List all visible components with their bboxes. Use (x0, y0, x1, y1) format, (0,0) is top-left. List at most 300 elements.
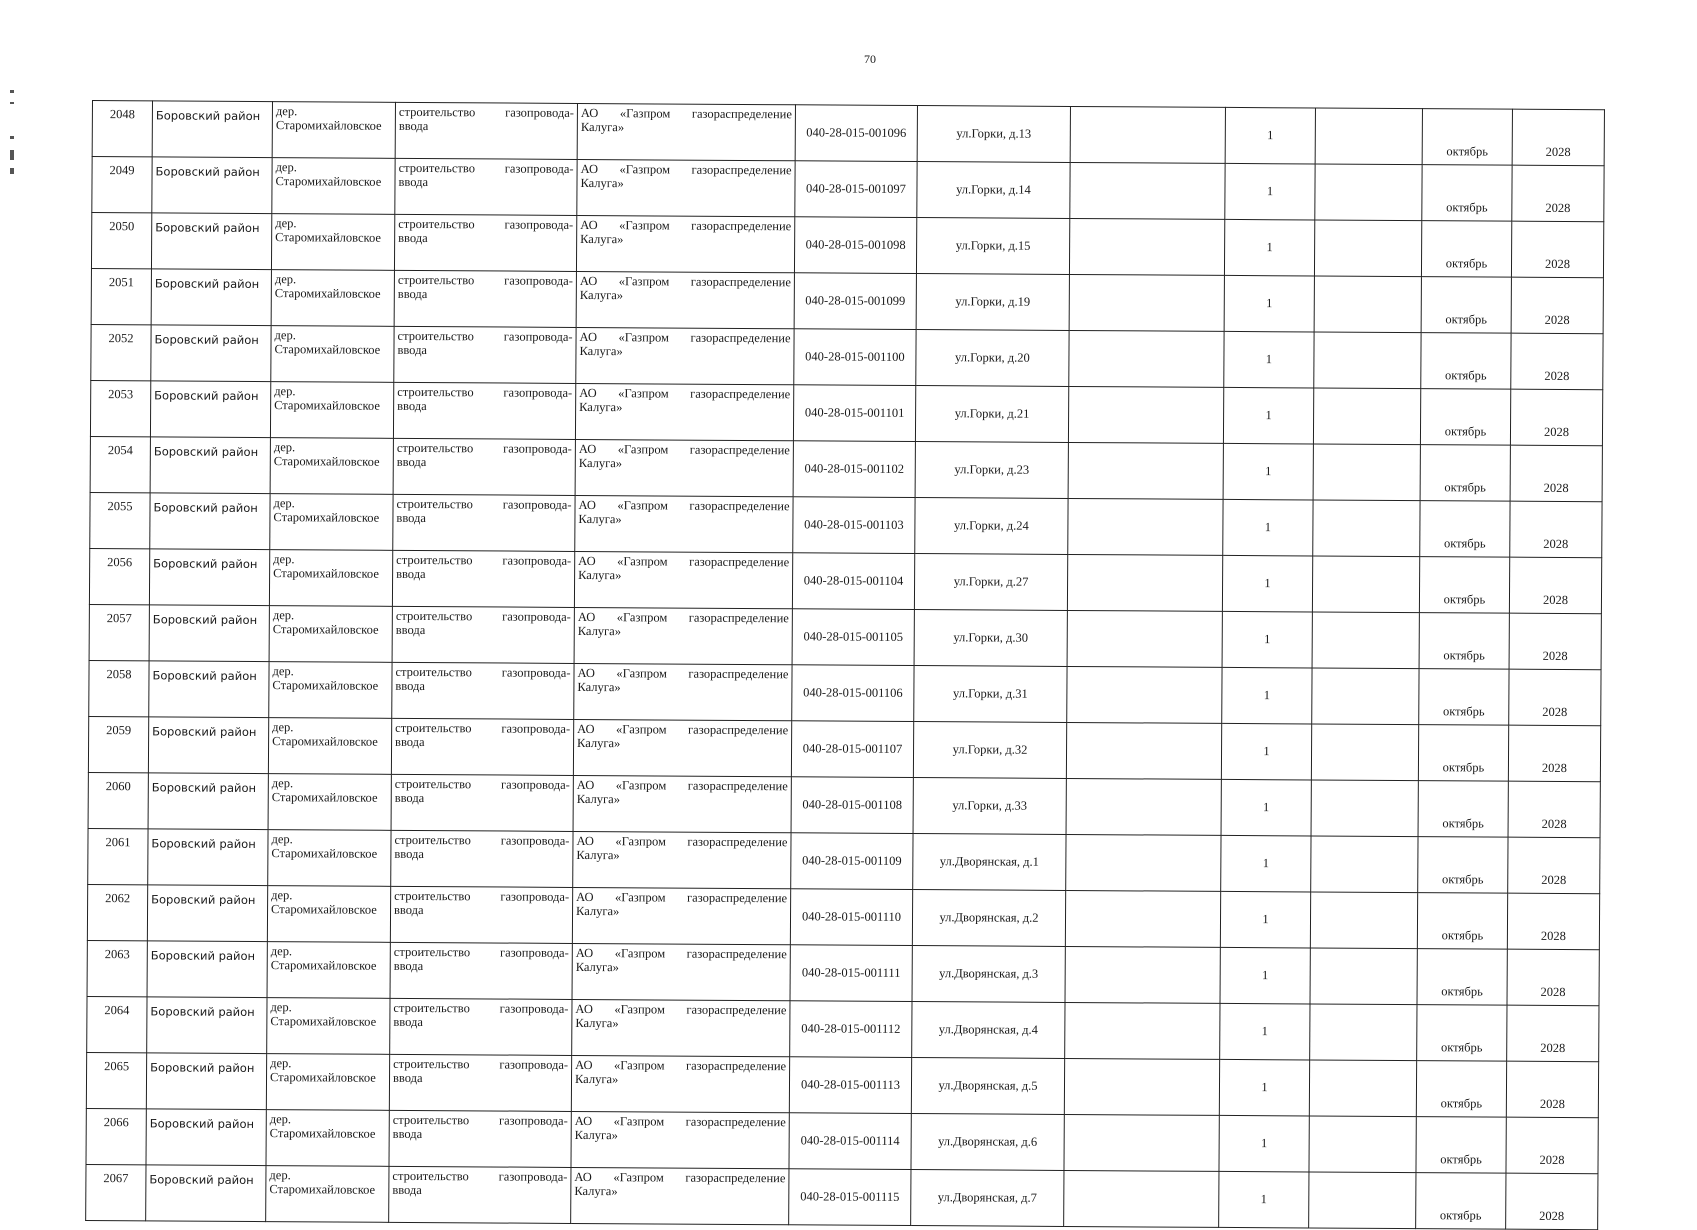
organization-cell (575, 383, 793, 440)
month-cell: октябрь (1417, 949, 1507, 1006)
table-row (88, 716, 1600, 781)
row-number-cell: 2059 (88, 716, 148, 772)
settlement-prefix: дер. (270, 1000, 292, 1015)
work-type-line2: ввода (394, 847, 424, 862)
organization-cell (576, 215, 794, 272)
month-cell: октябрь (1422, 109, 1512, 166)
organization-line1: АО «Газпром газораспределение (575, 945, 787, 962)
work-type-cell (392, 550, 574, 607)
organization-line2: Калуга» (577, 736, 621, 751)
empty-cell (1311, 780, 1418, 837)
work-type-line1: строительство газопровода- (395, 608, 571, 624)
work-type-line2: ввода (397, 399, 427, 414)
settlement-cell (268, 830, 391, 887)
work-type-cell (390, 998, 572, 1055)
empty-cell (1315, 108, 1422, 165)
month-cell: октябрь (1418, 781, 1508, 838)
organization-line1: АО «Газпром газораспределение (576, 889, 788, 906)
month-cell: октябрь (1420, 501, 1510, 558)
row-number-cell: 2053 (90, 380, 150, 436)
empty-cell (1070, 162, 1225, 219)
month-cell: октябрь (1419, 613, 1509, 670)
address-cell: ул.Горки, д.32 (913, 722, 1066, 779)
work-type-line2: ввода (394, 903, 424, 918)
settlement-cell (272, 158, 395, 215)
work-type-cell (394, 326, 576, 383)
table-row (87, 996, 1599, 1061)
settlement-prefix: дер. (270, 944, 293, 959)
settlement-name: Старомихайловское (272, 734, 378, 750)
organization-line2: Калуга» (580, 120, 625, 135)
work-type-cell (393, 438, 575, 495)
organization-line2: Калуга» (579, 344, 623, 359)
empty-cell (1311, 836, 1418, 893)
month-cell: октябрь (1421, 221, 1511, 278)
organization-line2: Калуга» (579, 288, 624, 303)
work-type-line2: ввода (395, 623, 426, 638)
organization-line1: АО «Газпром газораспределение (577, 721, 789, 738)
year-cell: 2028 (1510, 445, 1602, 502)
empty-cell (1067, 666, 1222, 723)
district-cell: Боровский район (150, 493, 270, 550)
object-code-cell: 040-28-015-001112 (790, 1001, 912, 1058)
year-cell: 2028 (1506, 1061, 1598, 1118)
organization-cell (572, 943, 790, 1000)
empty-cell (1067, 610, 1222, 667)
settlement-name: Старомихайловское (274, 398, 380, 414)
settlement-prefix: дер. (274, 272, 297, 287)
settlement-cell (268, 718, 391, 775)
empty-cell (1313, 444, 1420, 501)
work-type-line1: строительство газопровода- (397, 328, 573, 344)
work-type-line2: ввода (396, 511, 427, 526)
empty-cell (1066, 778, 1221, 835)
empty-cell (1312, 668, 1419, 725)
work-type-cell (392, 606, 574, 663)
object-code-cell: 040-28-015-001115 (789, 1169, 911, 1226)
organization-line2: Калуга» (576, 792, 621, 807)
organization-line1: АО «Газпром газораспределение (574, 1169, 786, 1186)
quantity-cell: 1 (1225, 107, 1315, 164)
empty-cell (1068, 498, 1223, 555)
address-cell: ул.Горки, д.13 (917, 106, 1070, 163)
work-type-line2: ввода (392, 1071, 423, 1086)
settlement-prefix: дер. (272, 664, 294, 679)
organization-line2: Калуга» (580, 232, 624, 247)
district-cell: Боровский район (147, 941, 267, 998)
object-code-cell: 040-28-015-001106 (792, 665, 914, 722)
quantity-cell: 1 (1224, 331, 1314, 388)
work-type-cell (390, 886, 572, 943)
district-cell: Боровский район (146, 1053, 266, 1110)
district-cell: Боровский район (150, 381, 270, 438)
settlement-cell (266, 1054, 389, 1111)
table-row (92, 157, 1604, 222)
empty-cell (1068, 442, 1223, 499)
settlement-cell (269, 606, 392, 663)
settlement-name: Старомихайловское (273, 566, 379, 582)
row-number-cell: 2064 (87, 996, 147, 1052)
work-type-line2: ввода (398, 231, 428, 246)
work-type-line2: ввода (392, 1127, 423, 1142)
work-type-cell (391, 718, 573, 775)
month-cell: октябрь (1418, 837, 1508, 894)
settlement-cell (267, 998, 390, 1055)
district-cell: Боровский район (151, 213, 271, 270)
object-code-cell: 040-28-015-001114 (789, 1113, 911, 1170)
quantity-cell: 1 (1223, 387, 1313, 444)
work-type-line1: строительство газопровода- (395, 664, 571, 680)
settlement-prefix: дер. (274, 384, 296, 399)
settlement-name: Старомихайловское (275, 118, 382, 134)
table-row (91, 324, 1603, 389)
empty-cell (1070, 106, 1225, 163)
address-cell: ул.Горки, д.30 (914, 610, 1067, 667)
organization-cell (573, 775, 791, 832)
work-type-line2: ввода (392, 1183, 422, 1198)
district-cell: Боровский район (146, 1165, 266, 1222)
organization-line1: АО «Газпром газораспределение (579, 273, 791, 290)
empty-cell (1066, 722, 1221, 779)
object-code-cell: 040-28-015-001099 (794, 273, 916, 330)
empty-cell (1069, 218, 1224, 275)
table-row (90, 380, 1602, 445)
settlement-cell (270, 494, 393, 551)
work-type-line2: ввода (396, 455, 427, 470)
work-type-cell (394, 214, 576, 271)
quantity-cell: 1 (1219, 1171, 1309, 1228)
address-cell: ул.Горки, д.15 (916, 218, 1069, 275)
table-row (90, 436, 1602, 501)
organization-cell (575, 495, 793, 552)
address-cell: ул.Горки, д.31 (914, 666, 1067, 723)
object-code-cell: 040-28-015-001105 (792, 609, 914, 666)
organization-cell (573, 831, 791, 888)
work-type-cell (395, 158, 577, 215)
organization-line1: АО «Газпром газораспределение (576, 777, 788, 794)
district-cell: Боровский район (150, 437, 270, 494)
month-cell: октябрь (1421, 277, 1511, 334)
work-type-line1: строительство газопровода- (392, 1112, 568, 1128)
year-cell: 2028 (1508, 725, 1600, 782)
year-cell: 2028 (1512, 165, 1604, 222)
month-cell: октябрь (1419, 669, 1509, 726)
quantity-cell: 1 (1225, 163, 1315, 220)
address-cell: ул.Горки, д.27 (914, 554, 1067, 611)
organization-line1: АО «Газпром газораспределение (579, 385, 791, 402)
work-type-line2: ввода (394, 791, 425, 806)
quantity-cell: 1 (1221, 723, 1311, 780)
settlement-name: Старомихайловское (275, 174, 382, 190)
work-type-line1: строительство газопровода- (398, 104, 574, 120)
settlement-prefix: дер. (273, 440, 296, 455)
organization-line1: АО «Газпром газораспределение (576, 833, 788, 850)
empty-cell (1313, 500, 1420, 557)
settlement-prefix: дер. (274, 328, 296, 343)
month-cell: октябрь (1422, 165, 1512, 222)
settlement-prefix: дер. (271, 888, 293, 903)
row-number-cell: 2066 (86, 1108, 146, 1164)
empty-cell (1069, 330, 1224, 387)
settlement-cell (266, 1166, 389, 1223)
organization-cell (574, 663, 792, 720)
address-cell: ул.Горки, д.33 (913, 778, 1066, 835)
work-type-cell (393, 494, 575, 551)
settlement-cell (270, 438, 393, 495)
organization-line1: АО «Газпром газораспределение (580, 217, 792, 234)
month-cell: октябрь (1418, 725, 1508, 782)
work-type-line1: строительство газопровода- (393, 944, 569, 960)
table-row (89, 660, 1601, 725)
organization-cell (571, 1111, 789, 1168)
empty-cell (1314, 332, 1421, 389)
work-type-line1: строительство газопровода- (396, 440, 572, 456)
organization-cell (576, 327, 794, 384)
district-cell: Боровский район (148, 829, 268, 886)
empty-cell (1311, 724, 1418, 781)
organization-line1: АО «Газпром газораспределение (578, 497, 790, 514)
settlement-cell (269, 550, 392, 607)
row-number-cell: 2060 (88, 772, 148, 828)
year-cell: 2028 (1511, 333, 1603, 390)
address-cell: ул.Дворянская, д.3 (912, 946, 1065, 1003)
settlement-cell (268, 774, 391, 831)
row-number-cell: 2056 (89, 548, 149, 604)
object-code-cell: 040-28-015-001101 (793, 385, 915, 442)
month-cell: октябрь (1419, 557, 1509, 614)
district-cell: Боровский район (149, 605, 269, 662)
quantity-cell: 1 (1224, 219, 1314, 276)
year-cell: 2028 (1509, 557, 1601, 614)
empty-cell (1064, 1114, 1219, 1171)
organization-line2: Калуга» (580, 176, 624, 191)
work-type-cell (389, 1166, 571, 1223)
organization-line2: Калуга» (576, 848, 620, 863)
address-cell: ул.Горки, д.23 (915, 442, 1068, 499)
row-number-cell: 2055 (90, 492, 150, 548)
year-cell: 2028 (1510, 389, 1602, 446)
organization-cell (576, 271, 794, 328)
settlement-prefix: дер. (273, 552, 295, 567)
row-number-cell: 2063 (87, 940, 147, 996)
settlement-prefix: дер. (271, 776, 294, 791)
empty-cell (1066, 834, 1221, 891)
quantity-cell: 1 (1222, 667, 1312, 724)
month-cell: октябрь (1416, 1173, 1506, 1230)
table-row (87, 940, 1599, 1005)
object-code-cell: 040-28-015-001098 (794, 217, 916, 274)
organization-line2: Калуга» (578, 512, 622, 527)
object-code-cell: 040-28-015-001104 (792, 553, 914, 610)
row-number-cell: 2057 (89, 604, 149, 660)
work-type-line1: строительство газопровода- (394, 776, 570, 792)
empty-cell (1309, 1060, 1416, 1117)
work-type-line1: строительство газопровода- (394, 832, 570, 848)
organization-line2: Калуга» (575, 1016, 619, 1031)
object-code-cell: 040-28-015-001103 (793, 497, 915, 554)
settlement-name: Старомихайловское (271, 846, 378, 862)
organization-line1: АО «Газпром газораспределение (575, 1001, 787, 1018)
table-row (89, 604, 1601, 669)
empty-cell (1065, 1002, 1220, 1059)
table-row (88, 772, 1600, 837)
district-cell: Боровский район (151, 325, 271, 382)
work-type-line1: строительство газопровода- (396, 552, 572, 568)
empty-cell (1068, 386, 1223, 443)
organization-cell (572, 999, 790, 1056)
organization-cell (574, 551, 792, 608)
quantity-cell: 1 (1222, 611, 1312, 668)
district-cell: Боровский район (147, 997, 267, 1054)
empty-cell (1064, 1170, 1219, 1227)
object-code-cell: 040-28-015-001102 (793, 441, 915, 498)
district-cell: Боровский район (146, 1109, 266, 1166)
quantity-cell: 1 (1220, 1003, 1310, 1060)
quantity-cell: 1 (1220, 947, 1310, 1004)
quantity-cell: 1 (1223, 499, 1313, 556)
work-type-cell (395, 102, 577, 159)
year-cell: 2028 (1507, 893, 1599, 950)
organization-cell (574, 607, 792, 664)
settlement-name: Старомихайловское (271, 790, 378, 806)
empty-cell (1312, 612, 1419, 669)
table-row (86, 1108, 1598, 1173)
work-type-line2: ввода (398, 175, 429, 190)
work-type-line2: ввода (393, 959, 424, 974)
organization-cell (571, 1055, 789, 1112)
empty-cell (1065, 946, 1220, 1003)
quantity-cell: 1 (1222, 555, 1312, 612)
table-row (88, 828, 1600, 893)
organization-cell (573, 719, 791, 776)
district-cell: Боровский район (148, 773, 268, 830)
organization-line2: Калуга» (574, 1072, 619, 1087)
table-row (91, 213, 1603, 278)
address-cell: ул.Горки, д.14 (917, 162, 1070, 219)
work-type-cell (394, 270, 576, 327)
quantity-cell: 1 (1219, 1059, 1309, 1116)
object-code-cell: 040-28-015-001108 (791, 777, 913, 834)
settlement-prefix: дер. (275, 160, 297, 175)
gas-connection-table (85, 100, 1605, 1230)
month-cell: октябрь (1420, 445, 1510, 502)
work-type-line1: строительство газопровода- (394, 888, 570, 904)
settlement-name: Старомихайловское (269, 1070, 376, 1086)
settlement-prefix: дер. (272, 720, 294, 735)
year-cell: 2028 (1506, 1117, 1598, 1174)
row-number-cell: 2058 (89, 660, 149, 716)
settlement-cell (269, 662, 392, 719)
address-cell: ул.Дворянская, д.1 (913, 834, 1066, 891)
settlement-cell (270, 382, 393, 439)
table-row (86, 1164, 1598, 1229)
settlement-prefix: дер. (275, 104, 298, 119)
settlement-name: Старомихайловское (270, 1014, 377, 1030)
row-number-cell: 2061 (88, 828, 148, 884)
organization-line2: Калуга» (576, 904, 620, 919)
work-type-line1: строительство газопровода- (398, 160, 574, 176)
settlement-prefix: дер. (269, 1168, 291, 1183)
settlement-prefix: дер. (271, 832, 293, 847)
object-code-cell: 040-28-015-001097 (795, 161, 917, 218)
organization-cell (577, 103, 795, 160)
object-code-cell: 040-28-015-001107 (791, 721, 913, 778)
settlement-cell (271, 270, 394, 327)
address-cell: ул.Дворянская, д.4 (912, 1002, 1065, 1059)
work-type-cell (389, 1110, 571, 1167)
settlement-cell (266, 1110, 389, 1167)
object-code-cell: 040-28-015-001110 (790, 889, 912, 946)
organization-line2: Калуга» (578, 568, 622, 583)
address-cell: ул.Дворянская, д.7 (911, 1170, 1064, 1227)
settlement-name: Старомихайловское (272, 622, 379, 638)
month-cell: октябрь (1417, 893, 1507, 950)
district-cell: Боровский район (149, 661, 269, 718)
row-number-cell: 2048 (92, 101, 152, 157)
empty-cell (1314, 220, 1421, 277)
object-code-cell: 040-28-015-001096 (795, 105, 917, 162)
quantity-cell: 1 (1221, 779, 1311, 836)
address-cell: ул.Горки, д.24 (915, 498, 1068, 555)
month-cell: октябрь (1421, 333, 1511, 390)
empty-cell (1310, 892, 1417, 949)
month-cell: октябрь (1416, 1117, 1506, 1174)
work-type-line1: строительство газопровода- (393, 1056, 569, 1072)
organization-line2: Калуга» (574, 1184, 618, 1199)
row-number-cell: 2049 (92, 157, 152, 213)
work-type-line1: строительство газопровода- (392, 1168, 568, 1184)
empty-cell (1312, 556, 1419, 613)
empty-cell (1315, 164, 1422, 221)
year-cell: 2028 (1509, 669, 1601, 726)
work-type-line2: ввода (395, 735, 425, 750)
work-type-line2: ввода (397, 287, 428, 302)
settlement-prefix: дер. (272, 608, 295, 623)
district-cell: Боровский район (149, 549, 269, 606)
district-cell: Боровский район (152, 157, 272, 214)
year-cell: 2028 (1507, 949, 1599, 1006)
year-cell: 2028 (1510, 501, 1602, 558)
work-type-line2: ввода (396, 567, 426, 582)
work-type-cell (390, 942, 572, 999)
district-cell: Боровский район (152, 101, 272, 158)
year-cell: 2028 (1508, 781, 1600, 838)
object-code-cell: 040-28-015-001100 (794, 329, 916, 386)
row-number-cell: 2062 (87, 884, 147, 940)
table-row (92, 101, 1604, 166)
month-cell: октябрь (1417, 1005, 1507, 1062)
settlement-cell (267, 886, 390, 943)
empty-cell (1309, 1116, 1416, 1173)
address-cell: ул.Горки, д.19 (916, 274, 1069, 331)
work-type-line2: ввода (393, 1015, 423, 1030)
work-type-cell (391, 774, 573, 831)
organization-line1: АО «Газпром газораспределение (580, 161, 792, 178)
work-type-line1: строительство газопровода- (398, 216, 574, 232)
work-type-cell (393, 382, 575, 439)
organization-line1: АО «Газпром газораспределение (577, 665, 789, 682)
organization-line1: АО «Газпром газораспределение (577, 609, 789, 626)
settlement-name: Старомихайловское (270, 958, 377, 974)
quantity-cell: 1 (1219, 1115, 1309, 1172)
year-cell: 2028 (1509, 613, 1601, 670)
settlement-name: Старомихайловское (274, 286, 381, 302)
empty-cell (1067, 554, 1222, 611)
table-row (91, 268, 1603, 333)
organization-cell (572, 887, 790, 944)
scan-margin-marks (10, 90, 16, 200)
work-type-line2: ввода (395, 679, 425, 694)
